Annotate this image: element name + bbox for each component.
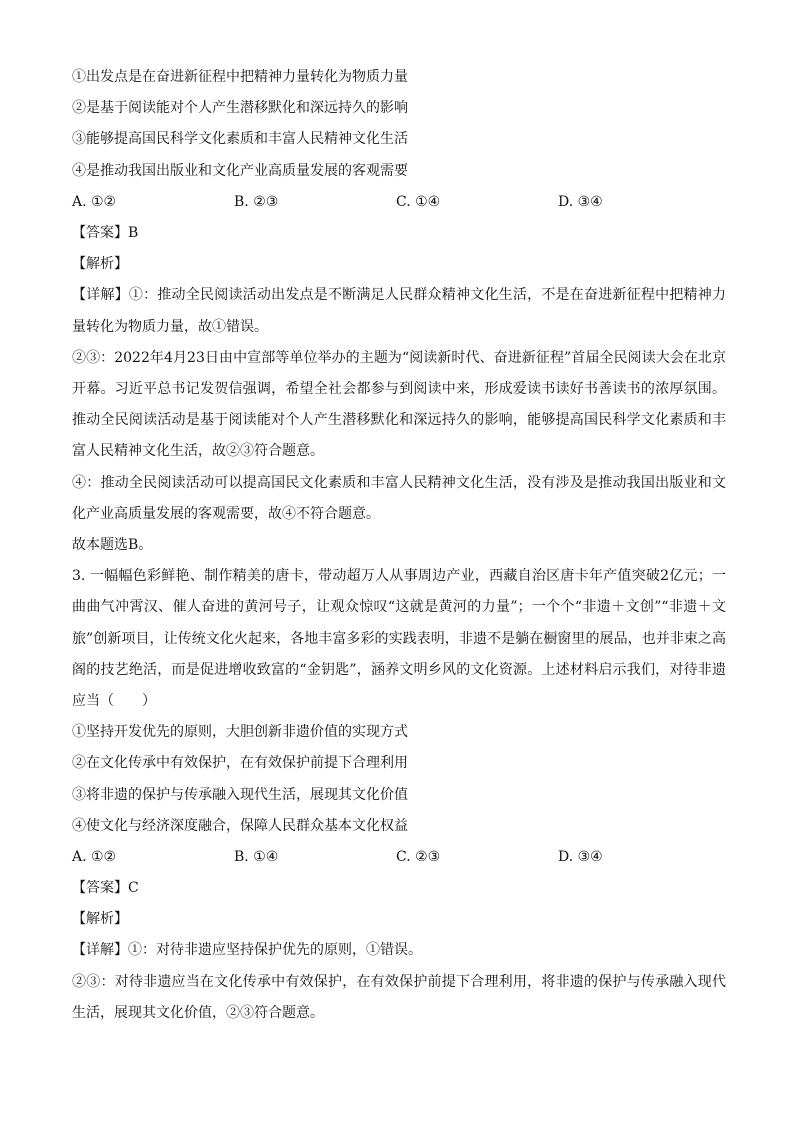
q3-options xyxy=(72,842,726,873)
q3-option-a: A. ①② xyxy=(72,848,117,865)
q2-conclusion: 故本题选B。 xyxy=(72,536,153,553)
q2-analysis-label: 【解析】 xyxy=(72,256,128,273)
q3-option-c: C. ②③ xyxy=(396,848,441,865)
q2-detail-3: ④：推动全民阅读活动可以提高国民文化素质和丰富人民精神文化生活，没有涉及是推动我国出版业和文化产业高质量发展的客观需要，故④不符合题意。 xyxy=(72,474,726,522)
q2-answer: 【答案】B xyxy=(72,224,139,241)
q2-option-a: A. ①② xyxy=(72,193,117,210)
q2-statement-3: ③能够提高国民科学文化素质和丰富人民精神文化生活 xyxy=(72,131,408,148)
q3-statement-1: ①坚持开发优先的原则，大胆创新非遗价值的实现方式 xyxy=(72,724,408,741)
q3-answer: 【答案】C xyxy=(72,880,139,897)
q2-detail-1: 【详解】①：推动全民阅读活动出发点是不断满足人民群众精神文化生活，不是在奋进新征程中把精神力量转化为物质力量，故①错误。 xyxy=(72,287,726,335)
q3-statement-3: ③将非遗的保护与传承融入现代生活，展现其文化价值 xyxy=(72,786,408,803)
q3-option-b: B. ①④ xyxy=(234,848,279,865)
q3-option-d: D. ③④ xyxy=(558,848,603,865)
q2-detail-2: ②③：2022年4月23日由中宣部等单位举办的主题为“阅读新时代、奋进新征程”首届全民阅读大会在北京开幕。习近平总书记发贺信强调，希望全社会都参与到阅读中来，形成爱读书读好书善读书的浓厚氛围。推动全民阅读活动是基于阅读能对个人产生潜移默化和深远持久的影响，能够提高国民科学文化素质和丰富人民精神文化生活，故②③符合题意。 xyxy=(72,349,726,460)
q2-statement-4: ④是推动我国出版业和文化产业高质量发展的客观需要 xyxy=(72,162,408,179)
q2-option-c: C. ①④ xyxy=(396,193,441,210)
q3-statement-4: ④使文化与经济深度融合，保障人民群众基本文化权益 xyxy=(72,817,408,834)
q2-option-d: D. ③④ xyxy=(558,193,603,210)
q2-option-b: B. ②③ xyxy=(234,193,279,210)
q3-statement-2: ②在文化传承中有效保护，在有效保护前提下合理利用 xyxy=(72,755,408,772)
q2-options xyxy=(72,187,726,218)
q3-analysis-label: 【解析】 xyxy=(72,911,128,928)
q2-statement-1: ①出发点是在奋进新征程中把精神力量转化为物质力量 xyxy=(72,69,408,85)
q3-stem: 3. 一幅幅色彩鲜艳、制作精美的唐卡，带动超万人从事周边产业，西藏自治区唐卡年产值突破2亿元；一曲曲气冲霄汉、催人奋进的黄河号子，让观众惊叹“这就是黄河的力量”；一个个“非遗＋文创”“非遗＋文旅”创新项目，让传统文化火起来，各地丰富多彩的实践表明，非遗不是躺在橱窗里的展品，也并非束之高阁的技艺绝活，而是促进增收致富的“金钥匙”，涵养文明乡风的文化资源。上述材料启示我们，对待非遗应当（ ） xyxy=(72,568,726,709)
q2-statement-2: ②是基于阅读能对个人产生潜移默化和深远持久的影响 xyxy=(72,100,408,117)
q3-detail-2: ②③：对待非遗应当在文化传承中有效保护，在有效保护前提下合理利用，将非遗的保护与传承融入现代生活，展现其文化价值，②③符合题意。 xyxy=(72,973,726,1021)
q3-detail-1: 【详解】①：对待非遗应坚持保护优先的原则，①错误。 xyxy=(72,942,422,959)
document-page xyxy=(72,62,726,1029)
